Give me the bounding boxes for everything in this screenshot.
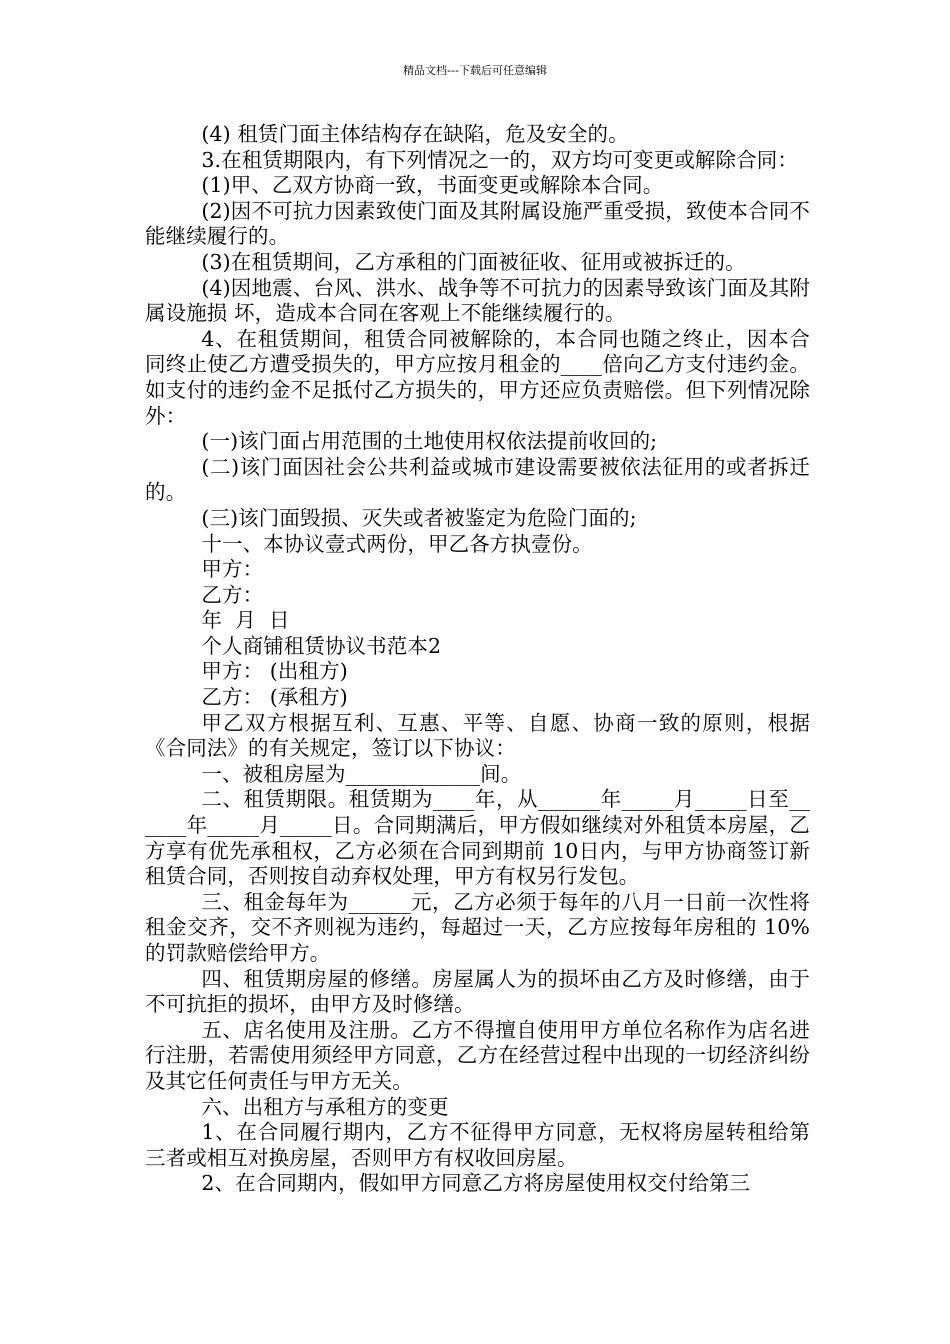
paragraph: 三、租金每年为______元，乙方必须于每年的八月一日前一次性将租金交齐，交不齐则视为违约，每超过一天，乙方应按每年房租的 10%的罚款赔偿给甲方。 bbox=[145, 889, 810, 965]
paragraph: 2、在合同期内，假如甲方同意乙方将房屋使用权交付给第三 bbox=[201, 1171, 751, 1196]
paragraph: 甲乙双方根据互利、互惠、平等、自愿、协商一致的原则，根据《合同法》的有关规定，签订以下协议： bbox=[145, 710, 810, 761]
paragraph: (一)该门面占用范围的土地使用权依法提前收回的; bbox=[201, 429, 658, 454]
paragraph: 十一、本协议壹式两份，甲乙各方执壹份。 bbox=[201, 531, 593, 556]
party-b-line: 乙方： (承租方) bbox=[201, 685, 348, 710]
paragraph: (4) 租赁门面主体结构存在缺陷，危及安全的。 bbox=[201, 122, 629, 146]
paragraph: 四、租赁期房屋的修缮。房屋属人为的损坏由乙方及时修缮，由于不可抗拒的损坏，由甲方及时修缮。 bbox=[145, 966, 810, 1017]
paragraph: 一、被租房屋为_____________间。 bbox=[201, 761, 522, 786]
signature-party-b: 乙方： bbox=[201, 582, 264, 607]
paragraph: (3)在租赁期间，乙方承租的门面被征收、征用或被拆迁的。 bbox=[201, 249, 746, 274]
signature-date: 年 月 日 bbox=[201, 608, 290, 633]
paragraph: (三)该门面毁损、灭失或者被鉴定为危险门面的; bbox=[201, 505, 637, 530]
paragraph: 五、店名使用及注册。乙方不得擅自使用甲方单位名称作为店名进行注册，若需使用须经甲方同意，乙方在经营过程中出现的一切经济纠纷及其它任何责任与甲方无关。 bbox=[145, 1017, 810, 1093]
paragraph: 3.在租赁期限内，有下列情况之一的，双方均可变更或解除合同： bbox=[201, 147, 798, 172]
header-watermark: 精品文档---下载后可任意编辑 bbox=[403, 64, 547, 77]
section-title: 个人商铺租赁协议书范本2 bbox=[201, 633, 442, 658]
paragraph: 4、在租赁期间，租赁合同被解除的，本合同也随之终止，因本合同终止使乙方遭受损失的，甲方应按月租金的____倍向乙方支付违约金。如支付的违约金不足抵付乙方损失的，甲方还应负责赔偿。但下列情况除外： bbox=[145, 326, 810, 428]
paragraph: 1、在合同履行期内，乙方不征得甲方同意，无权将房屋转租给第 三者或相互对换房屋，否则甲方有权收回房屋。 bbox=[145, 1120, 817, 1170]
document-body bbox=[145, 122, 817, 1197]
paragraph: (4)因地震、台风、洪水、战争等不可抗力的因素导致该门面及其附属设施损 坏，造成本合同在客观上不能继续履行的。 bbox=[145, 275, 810, 326]
paragraph: 六、出租方与承租方的变更 bbox=[201, 1094, 449, 1119]
paragraph: (二)该门面因社会公共利益或城市建设需要被依法征用的或者拆迁的。 bbox=[145, 454, 810, 505]
party-a-line: 甲方： (出租方) bbox=[201, 659, 348, 684]
paragraph: (1)甲、乙双方协商一致，书面变更或解除本合同。 bbox=[201, 173, 664, 198]
paragraph: 二、租赁期限。租赁期为____年，从______年_____月_____日至______年_____月_____日。合同期满后，甲方假如继续对外租赁本房屋，乙方享有优先承租权，乙方必须在合同到期前 10日内，与甲方协商签订新租赁合同，否则按自动弃权处理，甲方有权另行发包。 bbox=[145, 787, 810, 889]
paragraph: (2)因不可抗力因素致使门面及其附属设施严重受损，致使本合同不能继续履行的。 bbox=[145, 198, 810, 249]
signature-party-a: 甲方： bbox=[201, 557, 264, 582]
